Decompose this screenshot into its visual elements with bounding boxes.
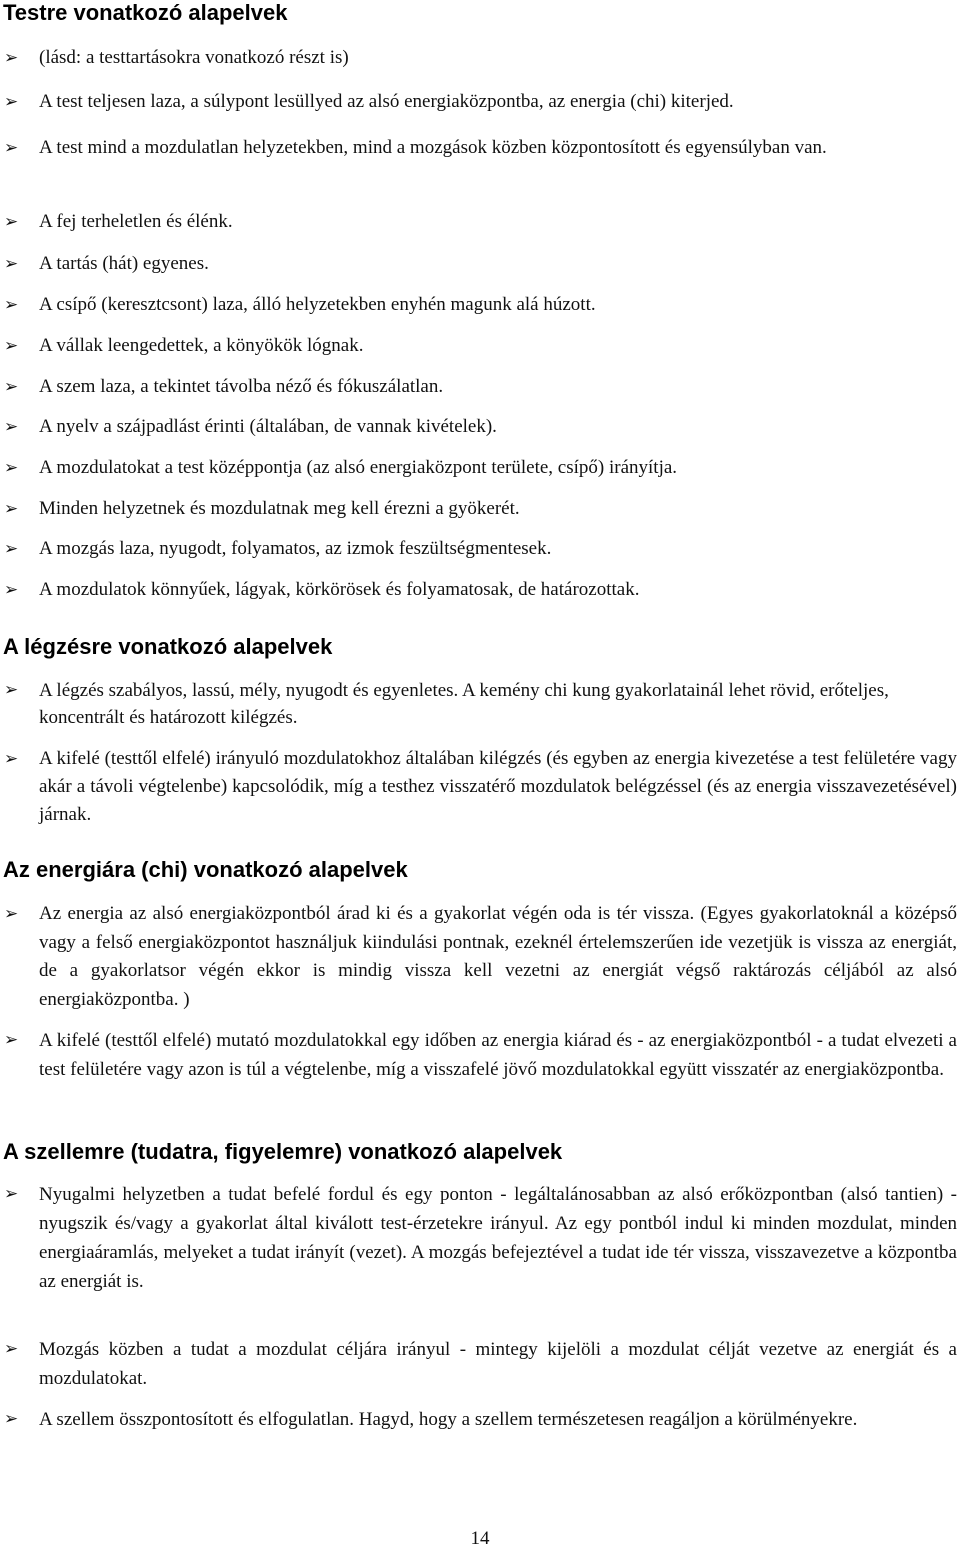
arrow-bullet-icon: ➢ xyxy=(4,904,19,924)
arrow-bullet-icon: ➢ xyxy=(4,749,19,769)
section-heading-body: Testre vonatkozó alapelvek xyxy=(3,0,288,25)
arrow-bullet-icon: ➢ xyxy=(4,377,19,397)
arrow-bullet-icon: ➢ xyxy=(4,295,19,315)
arrow-bullet-icon: ➢ xyxy=(4,1409,19,1429)
arrow-bullet-icon: ➢ xyxy=(4,138,19,158)
section-heading-energy: Az energiára (chi) vonatkozó alapelvek xyxy=(3,857,408,882)
arrow-bullet-icon: ➢ xyxy=(4,92,19,112)
section-heading-spirit: A szellemre (tudatra, figyelemre) vonatkozó alapelvek xyxy=(3,1139,563,1164)
page-number: 14 xyxy=(470,1528,490,1549)
arrow-bullet-icon: ➢ xyxy=(4,1030,19,1050)
arrow-bullet-icon: ➢ xyxy=(4,336,19,356)
arrow-bullet-icon: ➢ xyxy=(4,1339,19,1359)
arrow-bullet-icon: ➢ xyxy=(4,48,19,68)
arrow-bullet-icon: ➢ xyxy=(4,417,19,437)
arrow-bullet-icon: ➢ xyxy=(4,1184,19,1204)
arrow-bullet-icon: ➢ xyxy=(4,580,19,600)
document-page: Testre vonatkozó alapelvek ➢ (lásd: a testtartásokra vonatkozó részt is) ➢ A test teljesen laza, a súlypont lesüllyed az alsó energiaközpontba, az energia (chi) kiterjed. ➢ A test mind a mozdulatlan helyzetekben, mind a mozgások közben központosított és egyensúlyban van. ➢ A fej terheletlen és élénk. ➢ A tartás (hát) egyenes. ➢ A csípő (keresztcsont) laza, álló helyzetekben enyhén magunk alá húzott. ➢ A vállak leengedettek, a könyökök lógnak. ➢ A szem laza, a tekintet távolba néző és fókuszálatlan. ➢ A nyelv a szájpadlást érinti (általában, de vannak kivételek). ➢ A mozdulatokat a test középpontja (az alsó energiaközpont területe, csípő) irányítja. ➢ Minden helyzetnek és mozdulatnak meg kell érezni a gyökerét. ➢ A mozgás laza, nyugodt, folyamatos, az izmok feszültségmentesek. ➢ A mozdulatok könnyűek, lágyak, körkörösek és folyamatosak, de határozottak. A légzésre vonatkozó alapelvek ➢ A légzés szabályos, lassú, mély, nyugodt és egyenletes. A kemény chi kung gyakorlatainál lehet rövid, erőteljes, koncentrált és határozott kilégzés. ➢ A kifelé (testtől elfelé) irányuló mozdulatokhoz általában kilégzés (és egyben az energia kivezetése a test felületére vagy akár a távoli végtelenbe) kapcsolódik, míg a testhez visszatérő mozdulatok belégzéssel (és az energia visszavezetésével) járnak. Az energiára (chi) vonatkozó alapelvek ➢ Az energia az alsó energiaközpontból árad ki és a gyakorlat végén oda is tér vissza. (Egyes gyakorlatoknál a középső vagy a felső energiaközpontot használjuk kiindulási pontnak, ezeknél értelemszerűen ide vezetjük is vissza az energiát, de a gyakorlatsor végén ekkor is mindig vissza kell vezetni az energiát végső raktározás céljából az alsó energiaközpontba. ) ➢ A kifelé (testtől elfelé) mutató mozdulatokkal egy időben az energia kiárad és - az energiaközpontból - a tudat elvezeti a test felületére vagy azon is túl a végtelenbe, míg a visszafelé jövő mozdulatokkal együtt visszatér az energiaközpontba. A szellemre (tudatra, figyelemre) vonatkozó alapelvek ➢ Nyugalmi helyzetben a tudat befelé fordul és egy ponton - legáltalánosabban az alsó erőközpontban (alsó tantien) - nyugszik és/vagy a gyakorlat által kiválott test-érzetekre irányul. Az egy pontból indul ki minden mozdulat, minden energiaáramlás, melyeket a tudat irányít (vezet). A mozgás befejeztével a tudat ide tér vissza, visszavezetve a központba az energiát is. ➢ Mozgás közben a tudat a mozdulat céljára irányul - mintegy kijelöli a mozdulat célját vezetve az energiát és a mozdulatokat. ➢ A szellem összpontosított és elfogulatlan. Hagyd, hogy a szellem természetesen reagáljon a körülményekre. 14 xyxy=(0,0,960,1553)
section-heading-breathing: A légzésre vonatkozó alapelvek xyxy=(3,634,333,659)
arrow-bullet-icon: ➢ xyxy=(4,539,19,559)
arrow-bullet-icon: ➢ xyxy=(4,458,19,478)
arrow-bullet-icon: ➢ xyxy=(4,212,19,232)
arrow-bullet-icon: ➢ xyxy=(4,499,19,519)
arrow-bullet-icon: ➢ xyxy=(4,254,19,274)
arrow-bullet-icon: ➢ xyxy=(4,680,19,700)
